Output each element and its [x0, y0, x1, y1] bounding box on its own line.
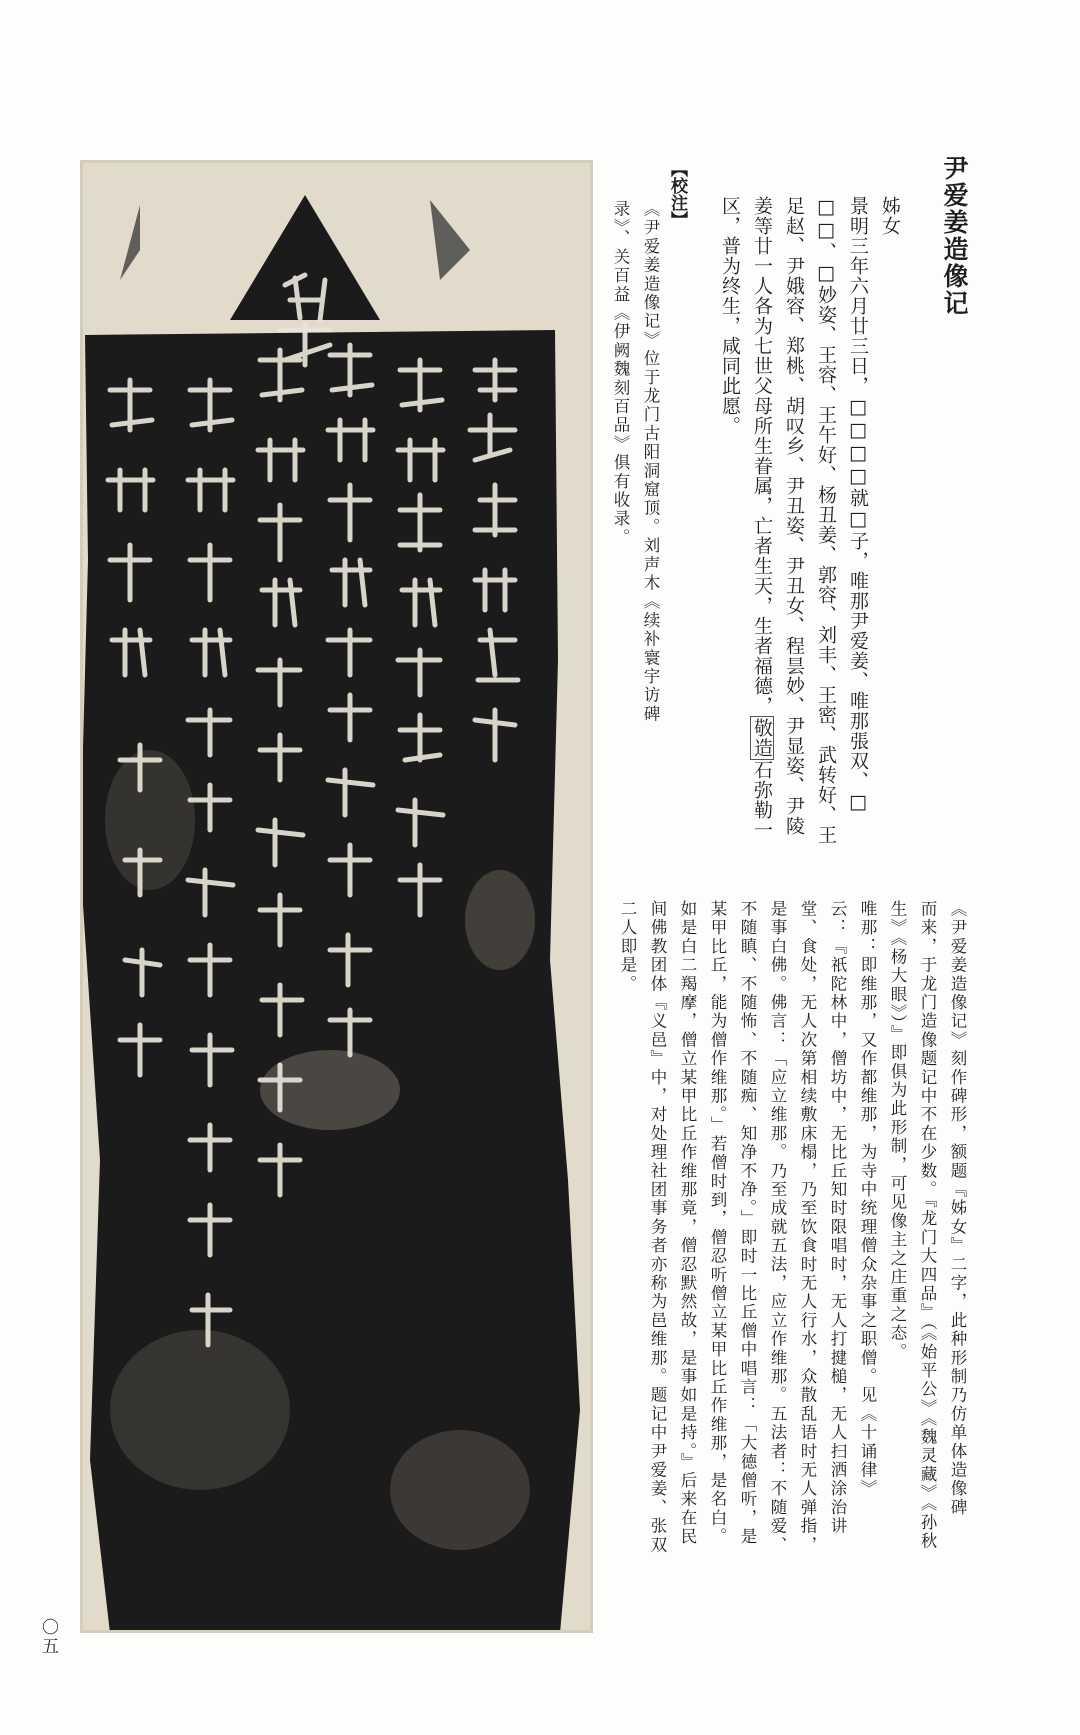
page-number: 〇五	[38, 1618, 58, 1656]
note-line: 录》、关百益《伊阙魏刻百品》俱有收录。	[611, 200, 630, 548]
inscription-line: 姊女	[879, 196, 901, 236]
commentary-line: 堂、食处，无人次第相续敷床榻，乃至饮食时无人行水，众散乱语时无人弹指，	[798, 900, 817, 1555]
note-line: 《尹爱姜造像记》位于龙门古阳洞窟顶。刘声木《续补寰宇访碑	[641, 200, 660, 724]
commentary-line: 二人即是。	[618, 900, 637, 994]
inscription-line: 景明三年六月廿三日，□□□□就□子，唯那尹爱姜、唯那張双、□	[847, 196, 869, 814]
commentary-line: 而来，于龙门造像题记中不在少数。『龙门大四品』（《始平公》《魏灵藏》《孙秋	[918, 900, 937, 1551]
commentary-line: 云：『祇陀林中，僧坊中，无比丘知时限唱时，无人打揵槌，无人扫洒涂治讲	[828, 900, 847, 1536]
inscription-line-text: 姜等廿一人各为七世父母所生眷属，亡者生天，生者福德，	[751, 196, 773, 716]
commentary-line: 《尹爱姜造像记》刻作碑形，额题『姊女』二字，此种形制乃仿单体造像碑	[948, 900, 967, 1518]
commentary-block	[612, 900, 972, 1630]
inscription-line: □□、□妙姿、王容、王午好、杨丑姜、郭容、刘丰、王密、武转好、王	[815, 196, 837, 845]
inscription-transcription	[714, 196, 906, 845]
notes-block	[605, 200, 665, 760]
page-title: 尹爱姜造像记	[940, 155, 969, 317]
commentary-line: 不随瞋、不随怖、不随痴、知净不净。」即时一比丘僧中唱言：「大德僧听，是	[738, 900, 757, 1547]
commentary-line: 生》《杨大眼》）』即俱为此形制，可见像主之庄重之态。	[888, 900, 907, 1362]
commentary-line: 某甲比丘，能为僧作维那。」若僧时到，僧忍听僧立某甲比丘作维那，是名白。	[708, 900, 727, 1547]
boxed-phrase: 敬造	[751, 718, 773, 758]
commentary-line: 是事白佛。佛言：「应立维那。乃至成就五法，应立作维那。五法者：不随爱、	[768, 900, 787, 1555]
commentary-line: 间佛教团体『义邑』中，对处理社团事务者亦称为邑维那。题记中尹爱姜、张双	[648, 900, 667, 1555]
stele-rubbing-image	[80, 160, 593, 1633]
commentary-line: 如是白二羯摩，僧立某甲比丘作维那竟，僧忍默然故，是事如是持。』后来在民	[678, 900, 697, 1547]
inscription-line: 区，普为终生，咸同此愿。	[719, 196, 741, 436]
inscription-line	[746, 196, 778, 840]
commentary-line: 唯那：即维那，又作都维那，为寺中统理僧众杂事之职僧。见《十诵律》	[858, 900, 877, 1499]
inscription-line: 足赵、尹娥容、郑桃、胡叹乡、尹丑姿、尹丑女、程昙妙、尹显姿、尹陵	[783, 196, 805, 836]
notes-heading: 【校注】	[667, 160, 687, 228]
inscription-line-tail: 石弥勒一	[751, 760, 773, 840]
rubbing-svg	[80, 160, 593, 1633]
